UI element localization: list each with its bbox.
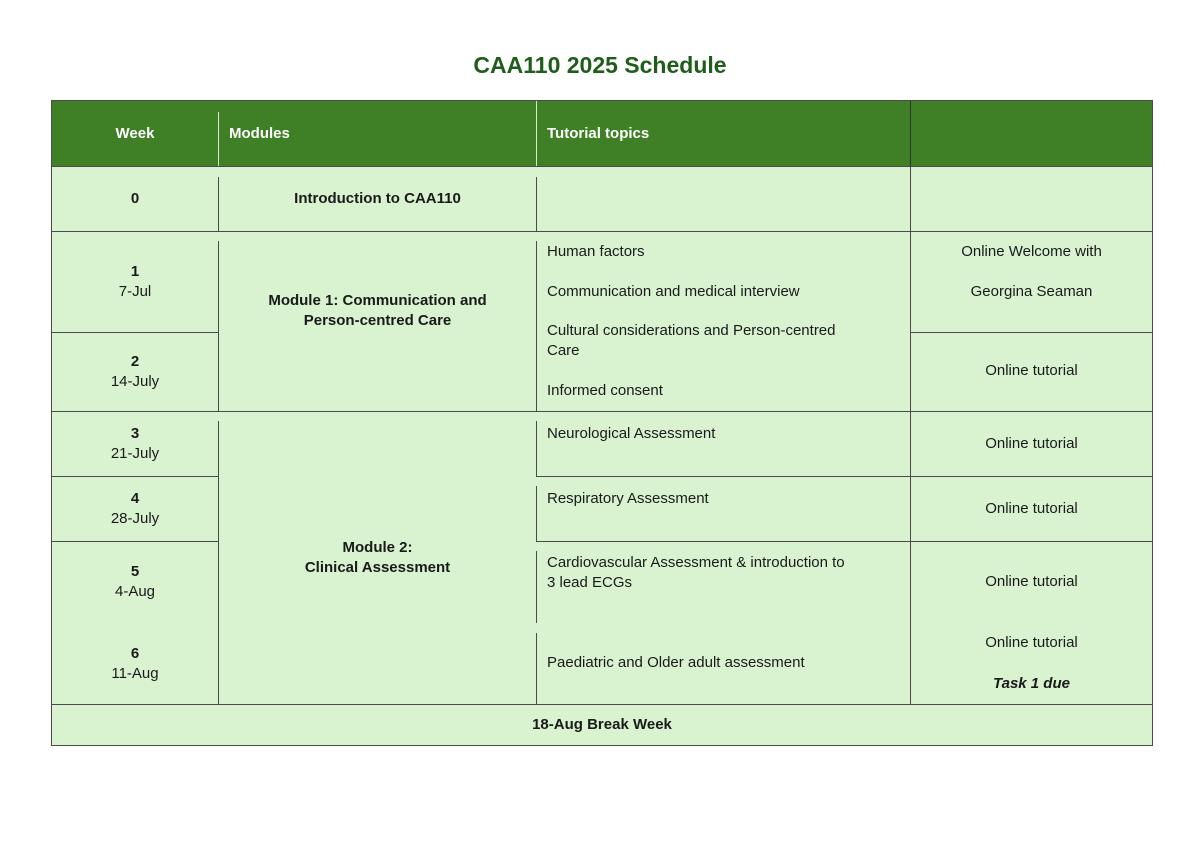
week-date: 14-July (110, 373, 160, 390)
week-number: 4 (130, 490, 140, 507)
divider (536, 633, 537, 704)
week-number: 3 (130, 425, 140, 442)
week-date: 11-Aug (111, 665, 159, 682)
topic-item: Communication and medical interview (547, 283, 800, 300)
topic-item: Respiratory Assessment (547, 490, 709, 507)
session-note: Online tutorial (985, 435, 1078, 452)
divider (536, 486, 537, 541)
divider (910, 411, 911, 704)
page-title: CAA110 2025 Schedule (473, 52, 727, 78)
break-week: 18-Aug Break Week (532, 716, 672, 733)
module-1-title: Person-centred Care (303, 312, 452, 329)
divider (910, 332, 1152, 333)
module-1-title: Module 1: Communication and (268, 292, 487, 309)
module-2-title: Module 2: (342, 539, 413, 556)
divider (910, 101, 911, 166)
topic-item: Paediatric and Older adult assessment (547, 654, 805, 671)
schedule-table (51, 100, 1153, 746)
divider (536, 541, 1152, 542)
divider (52, 332, 218, 333)
week-number: 6 (130, 645, 140, 662)
divider (536, 101, 537, 166)
topic-item: Care (547, 342, 580, 359)
session-note: Online tutorial (985, 634, 1078, 651)
topic-item: Cultural considerations and Person-centred (547, 322, 836, 339)
week-date: 21-July (110, 445, 160, 462)
divider (910, 166, 911, 231)
divider (52, 476, 218, 477)
week-date: 7-Jul (118, 283, 152, 300)
topic-item: 3 lead ECGs (547, 574, 633, 591)
divider (536, 476, 1152, 477)
session-note: Online Welcome with (961, 243, 1102, 260)
header-tutorial-topics: Tutorial topics (547, 125, 650, 142)
divider (52, 411, 1152, 412)
topic-item: Neurological Assessment (547, 425, 716, 442)
week-number: 0 (130, 190, 140, 207)
week-date: 4-Aug (114, 583, 156, 600)
divider (536, 241, 537, 411)
divider (218, 112, 219, 166)
week-date: 28-July (110, 510, 160, 527)
session-note: Online tutorial (985, 500, 1078, 517)
topic-item: Cardiovascular Assessment & introduction to (547, 554, 845, 571)
header-week: Week (115, 125, 155, 142)
week-number: 5 (130, 563, 140, 580)
header-modules: Modules (229, 125, 290, 142)
session-note: Georgina Seaman (970, 283, 1093, 300)
week-number: 1 (130, 263, 140, 280)
module-intro: Introduction to CAA110 (294, 190, 461, 207)
divider (536, 177, 537, 231)
session-note: Online tutorial (985, 362, 1078, 379)
topic-item: Human factors (547, 243, 645, 260)
divider (52, 231, 1152, 232)
divider (52, 166, 1152, 167)
module-2-title: Clinical Assessment (304, 559, 451, 576)
divider (536, 421, 537, 476)
week-number: 2 (130, 353, 140, 370)
task-due-note: Task 1 due (993, 675, 1070, 692)
topic-item: Informed consent (547, 382, 663, 399)
divider (52, 704, 1152, 705)
divider (52, 541, 218, 542)
session-note: Online tutorial (985, 573, 1078, 590)
divider (536, 551, 537, 623)
